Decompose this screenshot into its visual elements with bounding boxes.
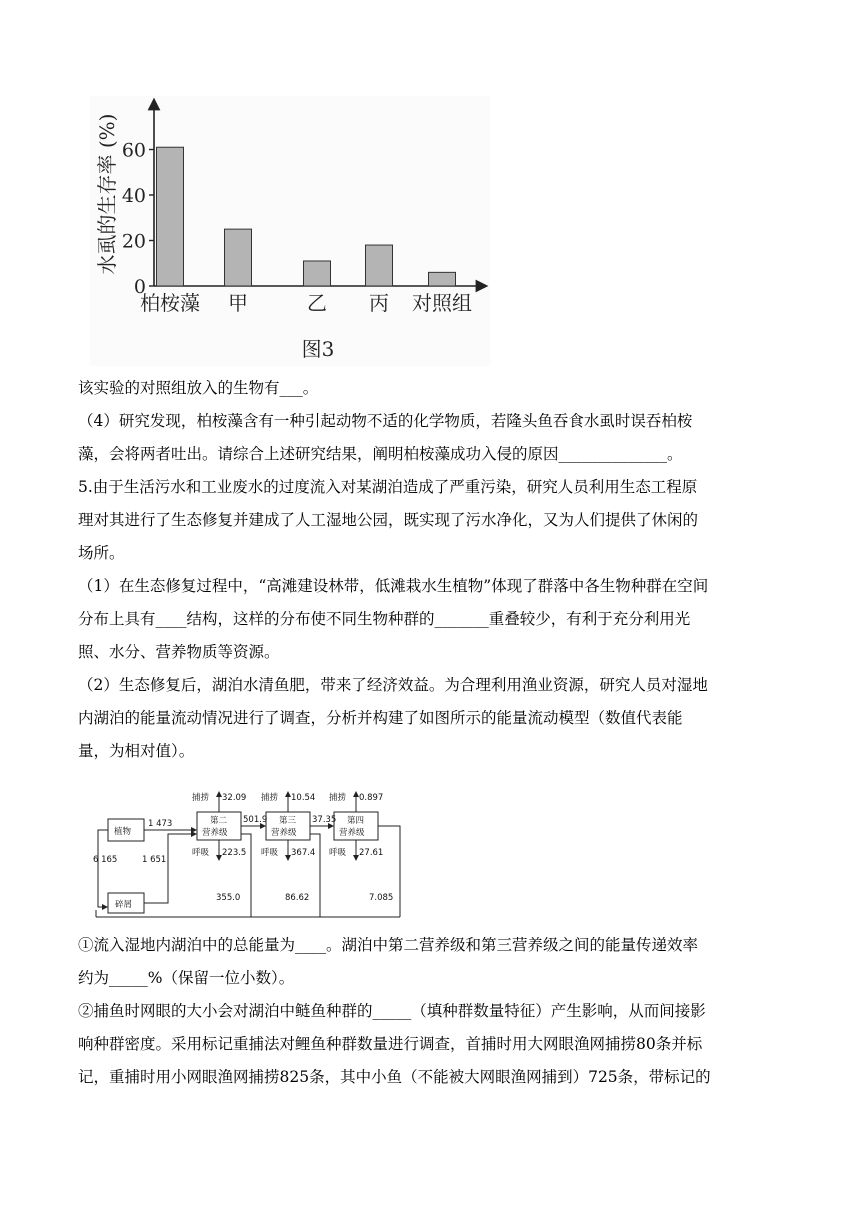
text-line: 约为_____%（保留一位小数）。 [78, 969, 295, 987]
bar [157, 147, 184, 286]
plant-to-detritus-value: 6 165 [93, 855, 118, 865]
question-text-block [78, 929, 788, 1094]
text-line: 响种群密度。采用标记重捕法对鲤鱼种群数量进行调查，首捕时用大网眼渔网捕捞80条并标 [78, 1035, 703, 1053]
y-tick-label: 20 [121, 230, 146, 253]
level3-to-level4-value: 37.35 [312, 815, 337, 825]
text-line: 藻，会将两者吐出。请综合上述研究结果，阐明柏桉藻成功入侵的原因______________。 [78, 445, 683, 463]
chart-background [90, 96, 490, 366]
survival-rate-bar-chart [90, 96, 490, 366]
y-tick-label: 0 [133, 276, 146, 298]
decomp-value-3: 86.62 [285, 893, 310, 903]
flow-line [378, 826, 400, 917]
x-tick-label: 乙 [307, 291, 327, 315]
level2-label-b: 营养级 [202, 828, 228, 838]
x-tick-label: 丙 [369, 291, 389, 315]
detritus-label: 碎屑 [115, 900, 133, 910]
text-line: （4）研究发现，柏桉藻含有一种引起动物不适的化学物质，若隆头鱼吞食水虱时误吞柏桉 [78, 412, 693, 430]
x-tick-label: 对照组 [412, 291, 472, 315]
level4-label-b: 营养级 [339, 828, 365, 838]
decomp-value-4: 7.085 [369, 893, 394, 903]
text-line: 分布上具有____结构，这样的分布使不同生物种群的_______重叠较少，有利于充分利用光 [78, 610, 691, 628]
text-line: 记，重捕时用小网眼渔网捕捞825条，其中小鱼（不能被大网眼渔网捕到）725条，带标记的 [78, 1068, 711, 1086]
level3-label-a: 第三 [279, 816, 297, 826]
catch-label: 捕捞 [261, 793, 279, 803]
text-line: 理对其进行了生态修复并建成了人工湿地公园，既实现了污水净化，又为人们提供了休闲的 [78, 511, 699, 529]
y-axis-label: 水虱的生存率 (%) [95, 113, 119, 275]
bar [429, 272, 456, 286]
flow-arrow [98, 830, 108, 907]
resp-value-2: 223.5 [222, 848, 247, 858]
bar [225, 229, 252, 286]
bar [366, 245, 393, 286]
text-line: 量，为相对值）。 [78, 742, 195, 760]
y-tick-label: 40 [121, 185, 146, 207]
catch-value-2: 32.09 [222, 793, 247, 803]
x-tick-label: 柏桉藻 [140, 291, 200, 315]
text-line: 场所。 [78, 544, 125, 562]
catch-label: 捕捞 [329, 793, 347, 803]
text-line: ②捕鱼时网眼的大小会对湖泊中鲢鱼种群的_____（填种群数量特征）产生影响，从而间接影 [78, 1002, 706, 1020]
y-tick-label: 60 [121, 139, 146, 162]
resp-value-3: 367.4 [291, 848, 316, 858]
catch-label: 捕捞 [192, 793, 210, 803]
resp-label: 呼吸 [329, 848, 347, 858]
detritus-to-level2-value: 1 651 [142, 855, 167, 865]
text-line: 5.由于生活污水和工业废水的过度流入对某湖泊造成了严重污染，研究人员利用生态工程原 [78, 478, 698, 496]
plant-to-level2-value: 1 473 [148, 819, 173, 829]
bar [304, 261, 331, 286]
text-line: （2）生态修复后，湖泊水清鱼肥，带来了经济效益。为合理利用渔业资源，研究人员对湿地 [78, 676, 708, 694]
text-line: 照、水分、营养物质等资源。 [78, 643, 280, 661]
catch-value-3: 10.54 [291, 793, 316, 803]
level4-label-a: 第四 [347, 816, 365, 826]
flow-line [241, 834, 251, 917]
x-tick-label: 甲 [228, 291, 248, 315]
text-line: 该实验的对照组放入的生物有___。 [78, 379, 319, 397]
energy-flow-diagram [88, 782, 418, 922]
question-text-block [78, 372, 788, 768]
text-line: （1）在生态修复过程中，“高滩建设林带，低滩栽水生植物”体现了群落中各生物种群在空间 [78, 577, 709, 595]
text-line: 内湖泊的能量流动情况进行了调查，分析并构建了如图所示的能量流动模型（数值代表能 [78, 709, 683, 727]
catch-value-4: 0.897 [359, 793, 384, 803]
plant-label: 植物 [114, 827, 132, 837]
flow-arrow [144, 834, 196, 903]
text-line: ①流入湿地内湖泊中的总能量为____。湖泊中第二营养级和第三营养级之间的能量传递效率 [78, 936, 699, 954]
resp-value-4: 27.61 [359, 848, 384, 858]
level2-label-a: 第二 [210, 816, 228, 826]
resp-label: 呼吸 [261, 848, 279, 858]
level3-label-b: 营养级 [271, 828, 297, 838]
resp-label: 呼吸 [192, 848, 210, 858]
level2-to-level3-value: 501.9 [243, 815, 268, 825]
decomp-value-2: 355.0 [216, 893, 241, 903]
figure-caption: 图3 [301, 337, 335, 361]
flow-line [310, 834, 320, 917]
